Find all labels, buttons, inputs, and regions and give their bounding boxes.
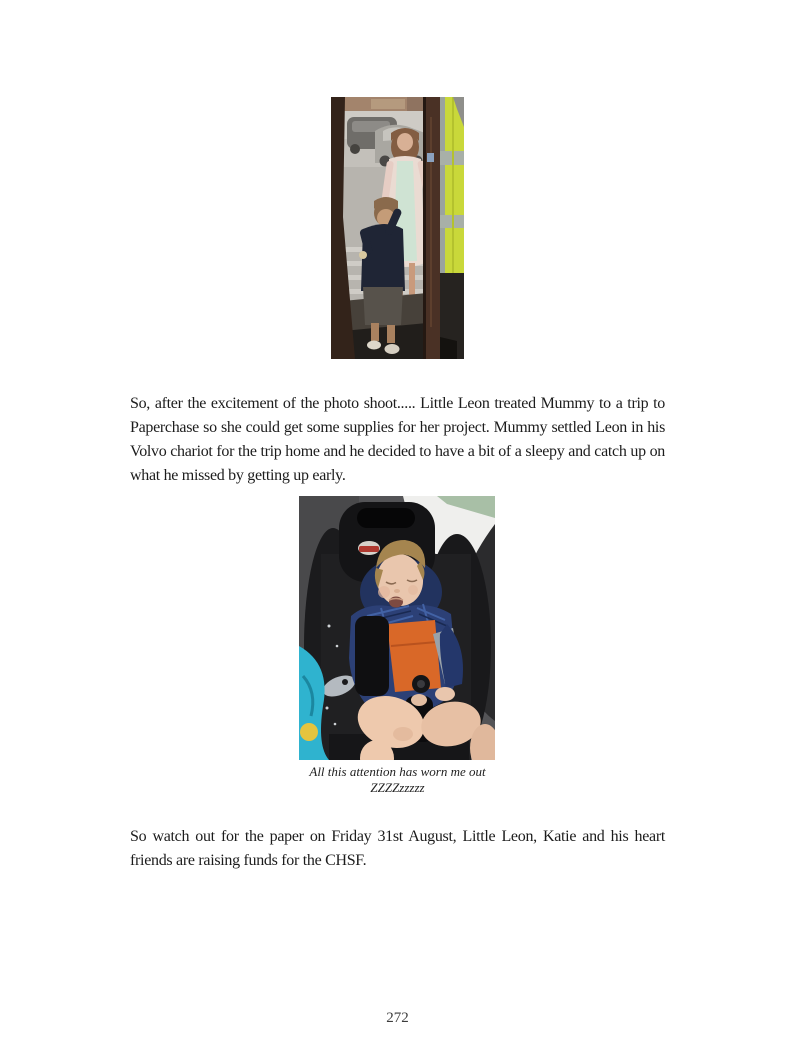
paragraph-watch-out: So watch out for the paper on Friday 31st August, Little Leon, Katie and his heart friends are raising funds for the CHSF. [130,828,665,869]
hi-vis-adult [440,97,464,359]
photo-caption-line1: All this attention has worn me out [309,764,486,779]
doorway-photo-illustration [331,97,464,359]
paragraph-photo-shoot: So, after the excitement of the photo shoot..... Little Leon treated Mummy to a trip to Paperchase so she could get some supplies for her project. Mummy settled Leon in his Volvo chariot for the trip home and he decided to have a bit of a sleepy and catch up on what he missed by getting up early. [130,395,665,484]
carseat-photo-illustration [299,496,495,760]
page-number: 272 [386,1010,409,1026]
photo-caption [0,764,795,796]
doorway-photo [331,97,464,359]
carseat-photo [299,496,495,760]
photo-caption-line2: ZZZZzzzzz [370,780,425,795]
